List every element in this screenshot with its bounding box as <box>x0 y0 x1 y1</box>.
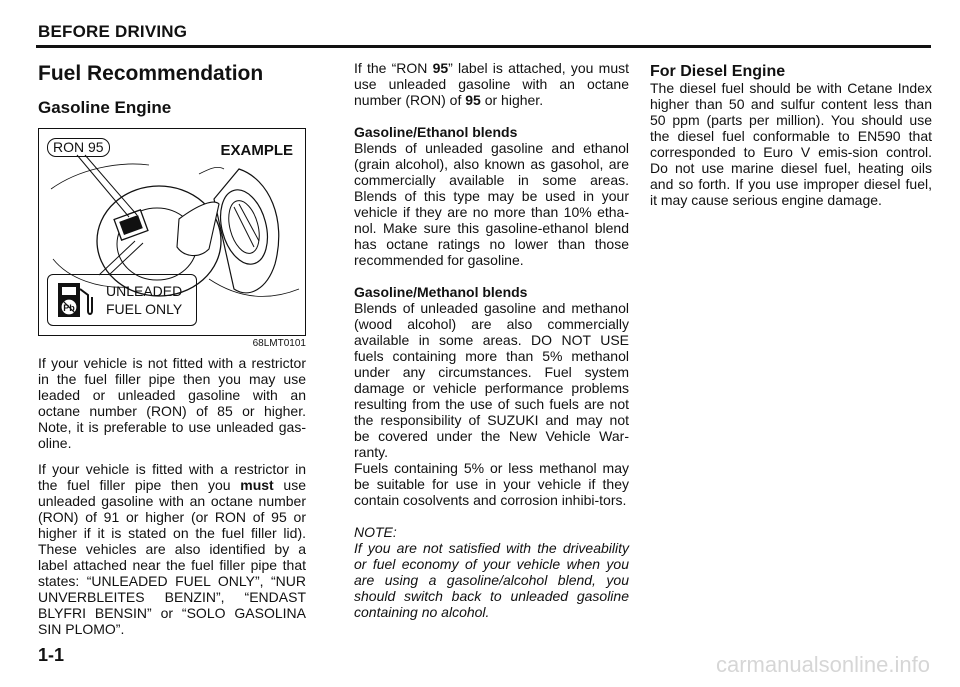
unleaded-line-2: FUEL ONLY <box>106 301 183 317</box>
page-header: BEFORE DRIVING <box>38 22 188 41</box>
column-3 <box>650 60 932 208</box>
watermark: carmanualsonline.info <box>715 652 930 677</box>
svg-text:Pb: Pb <box>63 303 75 313</box>
note-text: If you are not satisfied with the driveability or fuel economy of your vehicle when you are using a gasoline/alcohol blend, you should switch back to unleaded gasoline containing no alcohol. <box>354 540 629 620</box>
page-number: 1-1 <box>38 645 65 665</box>
emphasis: 95 <box>432 60 449 76</box>
paragraph: The diesel fuel should be with Cetane Index higher than 50 and sulfur content less than 50 ppm (parts per million). You should use the diesel fuel conformable to EN590 that corresponded to Euro V emis-sion control. Do not use marine diesel fuel, heating oils and so forth. If you use improper diesel fuel, it may cause serious engine damage. <box>650 80 932 208</box>
example-label: EXAMPLE <box>220 142 293 159</box>
fuel-filler-figure <box>38 128 306 336</box>
paragraph: If the “RON 95” label is attached, you must use unleaded gasoline with an octane number (RON) of 95 or higher. <box>354 60 629 108</box>
paragraph: Fuels containing 5% or less methanol may be suitable for use in your vehicle if they contain cosolvents and corrosion inhibi-tors. <box>354 460 629 508</box>
section-subtitle: Gasoline Engine <box>38 98 172 117</box>
column-1 <box>38 60 306 637</box>
paragraph: If your vehicle is fitted with a restrictor in the fuel filler pipe then you must use unleaded gasoline with an octane number (RON) of 91 or higher (or RON of 95 or higher if it is stated on the fuel filler lid). These vehicles are also identified by a label attached near the fuel filler pipe that states: “UNLEADED FUEL ONLY”, “NUR UNVERBLEITES BENZIN”, “ENDAST BLYFRI BENSIN” or “SOLO GASOLINA SIN PLOMO”. <box>38 461 306 637</box>
column-2 <box>354 60 629 620</box>
paragraph: Blends of unleaded gasoline and methanol (wood alcohol) are also commercially available in some areas. DO NOT USE fuels containing more than 5% methanol under any circumstances. Fuel system damage or vehicle performance problems resulting from the use of such fuels are not the responsibility of SUZUKI and may not be covered under the New Vehicle War-ranty. <box>354 300 629 460</box>
diesel-heading: For Diesel Engine <box>650 63 786 80</box>
paragraph: Blends of unleaded gasoline and ethanol (grain alcohol), also known as gasohol, are commercially available in some areas. Blends of this type may be used in your vehicle if they are no more than 10% etha-nol. Make sure this gasoline-ethanol blend has octane ratings no lower than those recommended for gasoline. <box>354 140 629 268</box>
figure-code: 68LMT0101 <box>252 338 306 349</box>
note-label: NOTE: <box>354 524 397 540</box>
unleaded-fuel-label <box>47 274 197 326</box>
paragraph: If your vehicle is not fitted with a restrictor in the fuel filler pipe then you may use leaded or unleaded gasoline with an octane number (RON) of 85 or higher. Note, it is preferable to use unleaded gas-oline. <box>38 355 306 451</box>
emphasis: must <box>240 477 274 493</box>
emphasis: 95 <box>465 92 481 108</box>
methanol-heading: Gasoline/Methanol blends <box>354 284 528 300</box>
unleaded-text <box>106 282 182 318</box>
fuel-pump-icon <box>50 275 106 325</box>
header-rule <box>36 45 931 48</box>
ethanol-heading: Gasoline/Ethanol blends <box>354 124 518 140</box>
section-title: Fuel Recommendation <box>38 62 264 85</box>
ron-95-label: RON 95 <box>47 138 110 157</box>
unleaded-line-1: UNLEADED <box>106 283 183 299</box>
